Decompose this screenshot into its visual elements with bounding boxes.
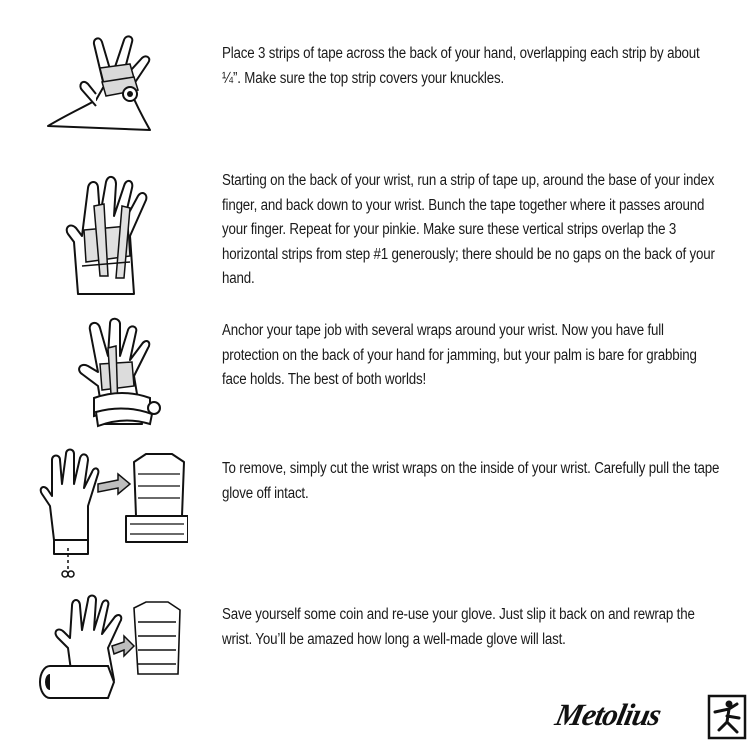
climber-logo-icon	[707, 694, 747, 740]
step-2-instruction: Starting on the back of your wrist, run a strip of tape up, around the base of your index finger, and back down to your wrist. Bunch the tape together where it passes around your finger. Repeat for your pinkie. Make sure these vertical strips overlap the 3 horizontal strips from step #1 generously; there should be no gaps on the back of your hand.	[222, 172, 715, 287]
step-5-instruction: Save yourself some coin and re-use your glove. Just slip it back on and rewrap the wrist. You’ll be amazed how long a well-made glove will last.	[222, 606, 695, 648]
reuse-glove-icon	[38, 594, 188, 704]
brand-name: Metolius	[552, 697, 664, 732]
step-4	[0, 444, 750, 579]
wrist-wrap-icon	[38, 316, 188, 428]
step-3	[0, 316, 750, 428]
step-3-instruction: Anchor your tape job with several wraps around your wrist. Now you have full protection on the back of your hand for jamming, but your palm is bare for grabbing face holds. The best of both worlds!	[222, 322, 697, 388]
step-1-instruction: Place 3 strips of tape across the back of your hand, overlapping each strip by about ¼”. Make sure the top strip covers your knuckles.	[222, 45, 700, 87]
step-1	[0, 34, 750, 134]
cut-and-remove-glove-icon	[38, 444, 188, 579]
metolius-logo	[552, 694, 746, 744]
step-5	[0, 594, 750, 704]
finger-loop-strips-icon	[38, 166, 188, 306]
taping-back-of-hand-icon	[38, 34, 188, 134]
step-4-instruction: To remove, simply cut the wrist wraps on the inside of your wrist. Carefully pull the tape glove off intact.	[222, 460, 720, 502]
step-2	[0, 166, 750, 306]
